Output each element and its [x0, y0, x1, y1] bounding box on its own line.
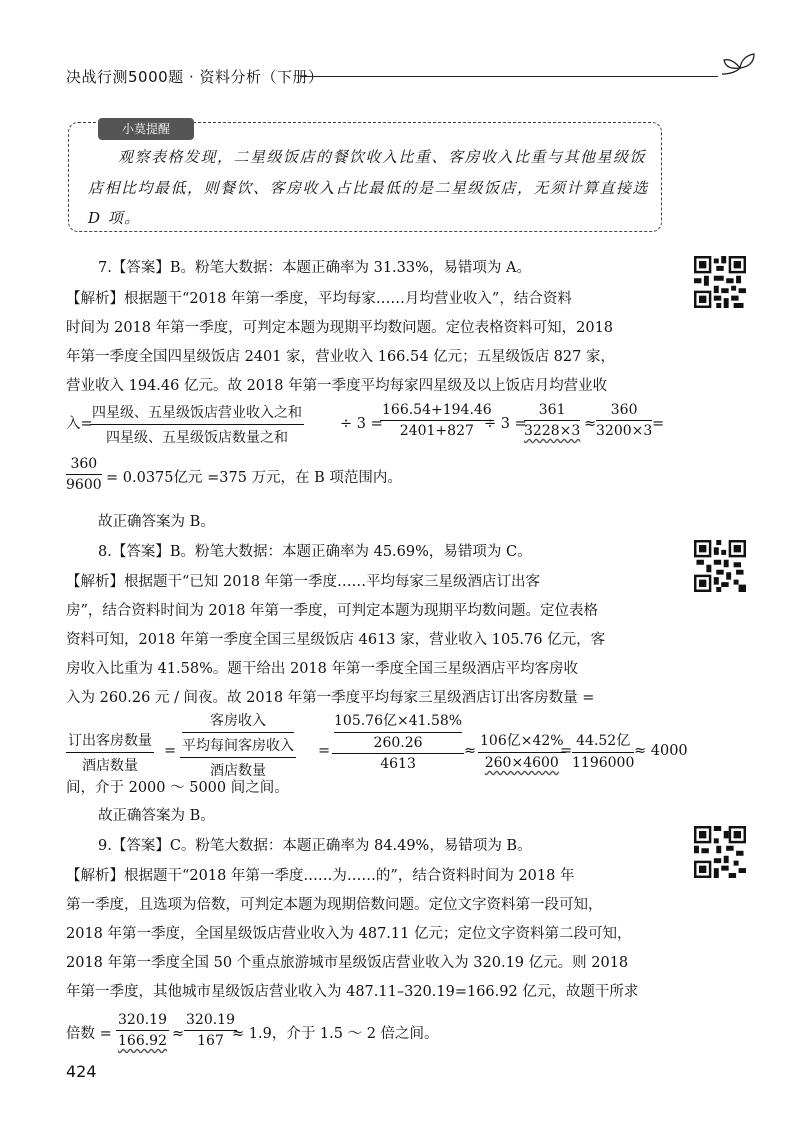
q7-op-4: =	[652, 416, 665, 432]
q9-fraction-1	[116, 1012, 169, 1049]
q8-conclusion: 故正确答案为 B。	[98, 808, 215, 824]
q8-fraction-1	[66, 730, 154, 775]
q8-f5-numerator: 44.52亿	[572, 730, 634, 753]
q8-f2-numerator-bottom: 平均每间客房收入	[182, 738, 294, 754]
q7-fraction-4	[596, 402, 652, 439]
q7-result-numerator: 360	[66, 456, 102, 475]
q8-f2-denominator: 酒店数量	[210, 763, 266, 779]
q9-formula-prefix: 倍数 =	[66, 1026, 112, 1042]
tip-line-1: 观察表格发现，二星级饭店的餐饮收入比重、客房收入比重与其他星级饭	[118, 148, 647, 166]
q8-fraction-5	[572, 730, 634, 771]
q9-op-1: ≈	[172, 1026, 185, 1042]
q7-analysis-line-4: 营业收入 194.46 亿元。故 2018 年第一季度平均每家四星级及以上饭店月均营业收	[66, 378, 608, 394]
q7-f1-denominator: 四星级、五星级饭店数量之和	[106, 430, 288, 446]
qr-code-q9[interactable]	[694, 826, 746, 878]
q8-analysis-line-5: 入为 260.26 元 / 间夜。故 2018 年第一季度平均每家三星级酒店订出客房数量 =	[66, 690, 595, 706]
q9-answer-line: 9.【答案】C。粉笔大数据：本题正确率为 84.49%，易错项为 B。	[98, 838, 532, 854]
q9-analysis-line-5: 年第一季度，其他城市星级饭店营业收入为 487.11–320.19=166.92 亿元，故题干所求	[66, 984, 639, 1000]
q7-f3-denominator: 3228×3	[524, 423, 581, 439]
q9-tail: ≈ 1.9，介于 1.5 ～ 2 倍之间。	[232, 1026, 439, 1042]
q9-f1-numerator: 320.19	[116, 1012, 169, 1031]
q8-fraction-2	[180, 710, 296, 780]
q7-analysis-line-2: 时间为 2018 年第一季度，可判定本题为现期平均数问题。定位表格资料可知，2018	[66, 320, 614, 336]
q7-analysis-line-1: 【解析】根据题干“2018 年第一季度，平均每家……月均营业收入”，结合资料	[66, 291, 572, 307]
q7-f4-denominator: 3200×3	[596, 423, 653, 439]
q8-fraction-4	[478, 730, 566, 771]
q9-analysis-line-1: 【解析】根据题干“2018 年第一季度……为……的”，结合资料时间为 2018 年	[66, 868, 575, 884]
q9-analysis-line-3: 2018 年第一季度，全国星级饭店营业收入为 487.11 亿元；定位文字资料第二段可知，	[66, 926, 632, 942]
q8-analysis-line-3: 资料可知，2018 年第一季度全国三星级饭店 4613 家，营业收入 105.76 亿元，客	[66, 632, 606, 648]
q7-f3-numerator: 361	[524, 402, 580, 421]
q7-fraction-2	[380, 402, 494, 439]
q9-f1-denominator: 166.92	[118, 1033, 167, 1049]
q8-op-3: ≈	[464, 743, 477, 759]
page-number: 424	[66, 1062, 97, 1081]
q7-f1-numerator: 四星级、五星级饭店营业收入之和	[90, 402, 304, 425]
q7-op-1: ÷ 3 =	[340, 416, 383, 432]
q8-f5-denominator: 1196000	[572, 755, 635, 771]
q7-answer-line: 7.【答案】B。粉笔大数据：本题正确率为 31.33%，易错项为 A。	[98, 260, 531, 276]
qr-code-q8[interactable]	[694, 540, 746, 592]
q8-eq-2: =	[318, 743, 331, 759]
q8-f3-denominator: 4613	[380, 756, 416, 772]
q8-analysis-line-4: 房收入比重为 41.58%。题干给出 2018 年第一季度全国三星级酒店平均客房收	[66, 661, 579, 677]
tip-line-3: D 项。	[88, 209, 141, 227]
q7-f2-denominator: 2401+827	[399, 423, 474, 439]
q7-f4-numerator: 360	[596, 402, 652, 421]
q9-fraction-2	[184, 1012, 237, 1049]
running-header-title: 决战行测5000题 · 资料分析（下册）	[66, 68, 324, 86]
q7-result-fraction	[66, 456, 102, 493]
q7-analysis-line-3: 年第一季度全国四星级饭店 2401 家，营业收入 166.54 亿元；五星级饭店 827 家，	[66, 349, 615, 365]
q8-f1-denominator: 酒店数量	[82, 758, 138, 774]
q8-f4-denominator: 260×4600	[484, 755, 559, 771]
q9-f2-denominator: 167	[197, 1033, 224, 1049]
q8-f4-numerator: 106亿×42%	[478, 730, 566, 753]
q8-f3-numerator-top: 105.76亿×41.58%	[334, 710, 462, 733]
tip-label: 小莫提醒	[98, 118, 194, 140]
q8-f1-numerator: 订出客房数量	[66, 730, 154, 753]
q7-formula-prefix: 入=	[66, 416, 93, 432]
q8-tail: ≈ 4000	[634, 743, 688, 759]
q7-result-text: = 0.0375亿元 =375 万元，在 B 项范围内。	[106, 470, 402, 486]
q7-op-3: ≈	[584, 416, 597, 432]
q7-op-2: ÷ 3 =	[484, 416, 527, 432]
q7-conclusion: 故正确答案为 B。	[98, 514, 215, 530]
q8-fraction-3	[332, 710, 464, 772]
q8-eq-4: =	[560, 743, 573, 759]
q7-fraction-3	[524, 402, 580, 439]
q9-f2-numerator: 320.19	[184, 1012, 237, 1031]
header-rule	[300, 76, 718, 77]
q8-f2-numerator-top: 客房收入	[182, 710, 294, 733]
q8-analysis-line-2: 房”，结合资料时间为 2018 年第一季度，可判定本题为现期平均数问题。定位表格	[66, 603, 599, 619]
q7-fraction-1	[90, 402, 304, 447]
leaf-sprout-icon	[720, 52, 762, 88]
q9-analysis-line-2: 第一季度，且选项为倍数，可判定本题为现期倍数问题。定位文字资料第一段可知，	[66, 897, 603, 913]
qr-code-q7[interactable]	[694, 256, 746, 308]
q8-after-text: 间，介于 2000 ～ 5000 间之间。	[66, 780, 289, 796]
q7-result-denominator: 9600	[66, 477, 102, 493]
q8-eq-1: =	[164, 743, 177, 759]
q7-f2-numerator: 166.54+194.46	[380, 402, 494, 421]
q9-analysis-line-4: 2018 年第一季度全国 50 个重点旅游城市星级饭店营业收入为 320.19 亿元。则 2018	[66, 955, 629, 971]
q8-answer-line: 8.【答案】B。粉笔大数据：本题正确率为 45.69%，易错项为 C。	[98, 544, 532, 560]
q8-f3-numerator-bottom: 260.26	[373, 735, 423, 751]
tip-line-2: 店相比均最低，则餐饮、客房收入占比最低的是二星级饭店，无须计算直接选	[88, 179, 650, 197]
q8-analysis-line-1: 【解析】根据题干“已知 2018 年第一季度……平均每家三星级酒店订出客	[66, 574, 541, 590]
